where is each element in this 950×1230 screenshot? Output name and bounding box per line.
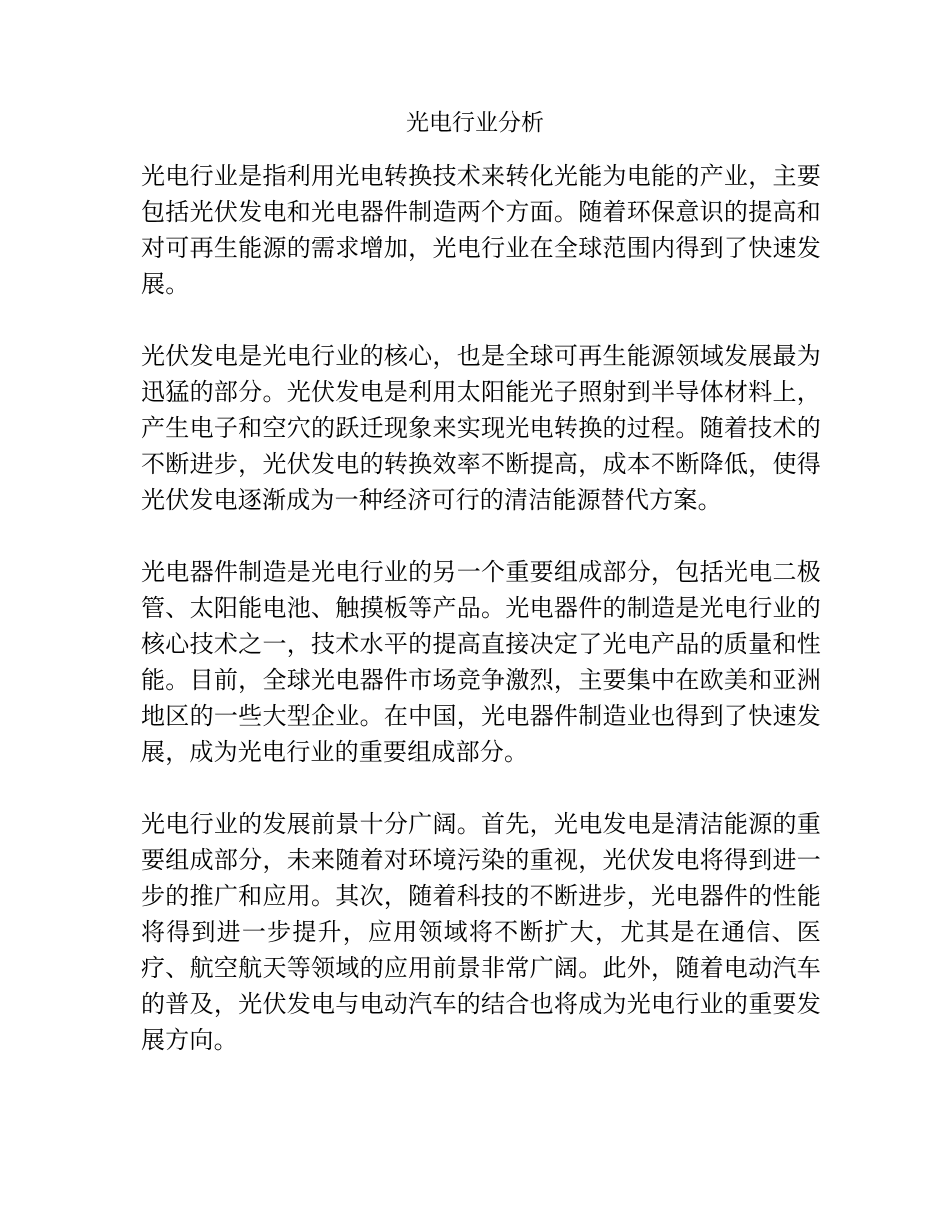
paragraph-intro: 光电行业是指利用光电转换技术来转化光能为电能的产业，主要包括光伏发电和光电器件制造两个方面。随着环保意识的提高和对可再生能源的需求增加，光电行业在全球范围内得到了快速发展。 <box>141 162 821 298</box>
document-title: 光电行业分析 <box>406 110 544 136</box>
document-body <box>141 158 821 1094</box>
paragraph-outlook: 光电行业的发展前景十分广阔。首先，光电发电是清洁能源的重要组成部分，未来随着对环境污染的重视，光伏发电将得到进一步的推广和应用。其次，随着科技的不断进步，光电器件的性能将得到进一步提升，应用领域将不断扩大，尤其是在通信、医疗、航空航天等领域的应用前景非常广阔。此外，随着电动汽车的普及，光伏发电与电动汽车的结合也将成为光电行业的重要发展方向。 <box>141 810 821 1054</box>
paragraph-device-manufacturing: 光电器件制造是光电行业的另一个重要组成部分，包括光电二极管、太阳能电池、触摸板等产品。光电器件的制造是光电行业的核心技术之一，技术水平的提高直接决定了光电产品的质量和性能。目前，全球光电器件市场竞争激烈，主要集中在欧美和亚洲地区的一些大型企业。在中国，光电器件制造业也得到了快速发展，成为光电行业的重要组成部分。 <box>141 558 821 766</box>
paragraph-photovoltaic: 光伏发电是光电行业的核心，也是全球可再生能源领域发展最为迅猛的部分。光伏发电是利用太阳能光子照射到半导体材料上，产生电子和空穴的跃迁现象来实现光电转换的过程。随着技术的不断进步，光伏发电的转换效率不断提高，成本不断降低，使得光伏发电逐渐成为一种经济可行的清洁能源替代方案。 <box>141 342 821 514</box>
